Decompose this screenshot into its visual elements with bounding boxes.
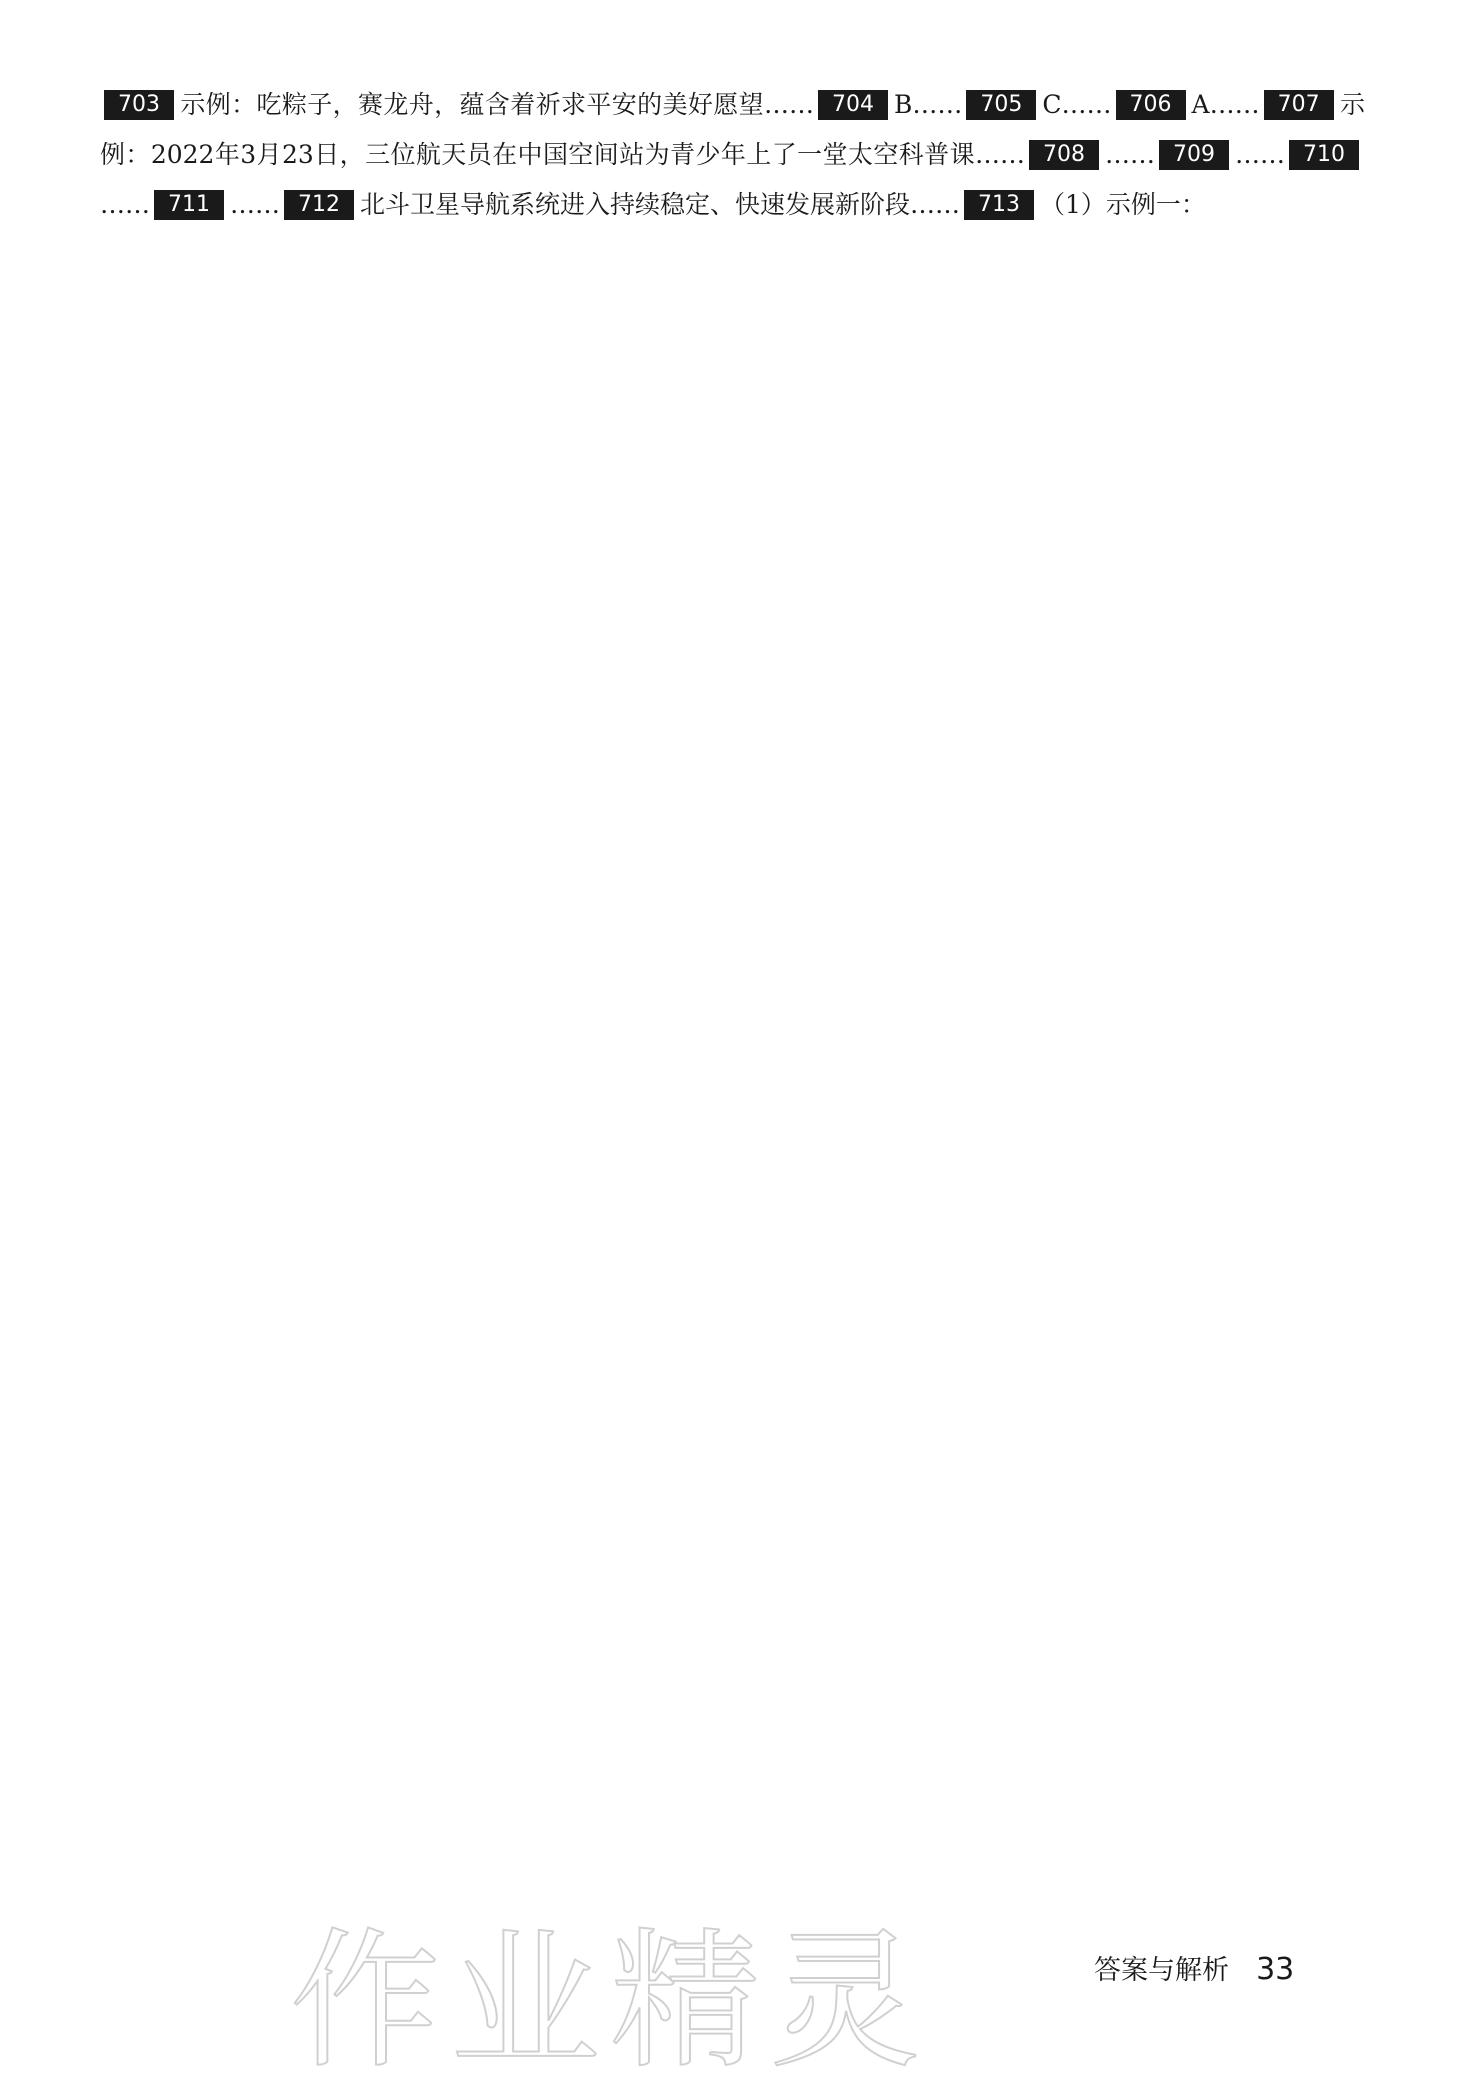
answer-segment: 示例：吃粽子，赛龙舟，蕴含着祈求平安的美好愿望…… <box>180 90 815 119</box>
question-number: 711 <box>154 190 224 220</box>
question-number: 710 <box>1289 140 1359 170</box>
answer-segment: …… <box>1235 140 1285 169</box>
answer-text <box>100 80 1365 230</box>
question-number: 705 <box>966 90 1036 120</box>
answer-segment: 示例：2022年3月23日，三位航天员在中国空间站为青少年上了一堂太空科普课…… <box>100 90 1365 169</box>
question-number: 704 <box>818 90 888 120</box>
answer-segment: …… <box>1105 140 1155 169</box>
footer-label: 答案与解析 <box>1094 1955 1229 1986</box>
page-footer <box>1094 1948 1294 1987</box>
watermark: 作业精灵 <box>290 1915 931 2089</box>
answer-segment: …… <box>230 190 280 219</box>
answer-segment: A…… <box>1191 90 1260 119</box>
answer-page <box>100 80 1365 230</box>
answer-segment: 北斗卫星导航系统进入持续稳定、快速发展新阶段…… <box>360 190 961 219</box>
question-number: 707 <box>1264 90 1334 120</box>
answer-segment: （1）示例一： <box>1040 190 1206 219</box>
question-number: 706 <box>1116 90 1186 120</box>
question-number: 709 <box>1159 140 1229 170</box>
answer-segment: C…… <box>1042 90 1112 119</box>
question-number: 712 <box>284 190 354 220</box>
page-number: 33 <box>1256 1952 1295 1987</box>
answer-segment: …… <box>100 190 150 219</box>
answer-segment: B…… <box>894 90 963 119</box>
question-number: 708 <box>1029 140 1099 170</box>
question-number: 713 <box>964 190 1034 220</box>
question-number: 703 <box>104 90 174 120</box>
